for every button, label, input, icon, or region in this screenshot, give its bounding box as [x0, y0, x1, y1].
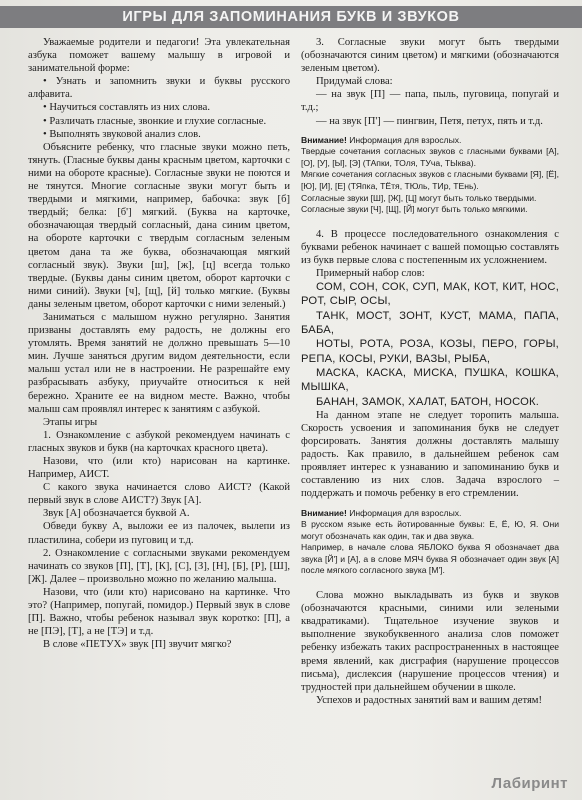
word-row: ТАНК, МОСТ, ЗОНТ, КУСТ, МАМА, ПАПА, БАБА,	[301, 309, 559, 337]
note-line: Согласные звуки [Ч], [Щ], [Й] могут быть только мягкими.	[301, 204, 528, 215]
bullet-item: • Научиться составлять из них слова.	[43, 102, 210, 114]
right-column	[301, 36, 559, 707]
paragraph: Назови, что (или кто) нарисовано на картинке. Что это? (Например, попугай, помидор.) Первый звук в слове [П]. Важно, чтобы ребенок называл звук коротко: [П], а не [ПЭ], [Т], а не [ТЭ] и т.д.	[28, 586, 290, 638]
paragraph: Обведи букву А, выложи ее из палочек, вылепи из пластилина, собери из пуговиц и т.д.	[28, 521, 290, 546]
paragraph: Придумай слова:	[316, 76, 393, 88]
stage-3: 3. Согласные звуки могут быть твердыми (обозначаются синим цветом) и мягкими (обозначаются зеленым цветом).	[301, 37, 559, 75]
left-column	[28, 36, 290, 651]
word-set	[301, 280, 559, 409]
stage-1: 1. Ознакомление с азбукой рекомендуем начинать с гласных звуков и букв (на карточках красного цвета).	[28, 429, 290, 454]
note-heading: Внимание!	[301, 507, 347, 518]
word-set-heading: Примерный набор слов:	[316, 268, 425, 280]
regular-paragraph: Заниматься с малышом нужно регулярно. Занятия призваны доставлять ему радость, не должны его утомлять. Время занятий не должно превышать 5—10 мин. Лучше заняться другим видом деятельности, если малыш устал или не в настроении. Не разрешайте ему разбрасывать азбуку, приучайте относиться к ней бережно. Храните ее на видном месте. Важно, чтобы малыш сам проявлял интерес к занятиям с азбукой.	[28, 311, 290, 415]
paragraph: Слова можно выкладывать из букв и звуков (обозначаются красными, синими или зелеными квадратиками). Тщательное изучение звуков и выполнение звукобуквенного анализа слов поможет ребенку избежать таких распространенных в настоящее время явлений, как дисграфия (нарушение процессов письма), дислексия (нарушение процессов чтения) и трудностей при дальнейшем обучении в школе.	[301, 590, 559, 693]
intro-paragraph: Уважаемые родители и педагоги! Эта увлекательная азбука поможет вашему малышу в игровой и занимательной форме:	[28, 37, 290, 75]
note-heading-rest: Информация для взрослых.	[346, 134, 462, 145]
vowels-paragraph: Объясните ребенку, что гласные звуки можно петь, тянуть. (Гласные буквы даны красным цветом, карточки с ними на обороте красные). Согласные звуки не поются и не тянутся. Многие согласные звуки могут быть и твердыми и мягкими, например, бабочка: звук [б] твердый; белка: [б'] мягкий. (Буква на карточке, обозначающая твердый согласный, дана синим цветом, на обороте карточки с твердым согласным зеленым цветом дана та же буква, обозначающая мягкий согласный звук). Звуки [ш], [ж], [ц] всегда только твердые. (Буквы даны синим цветом, оборот карточки с ними синий). Звуки [ч], [щ], [й] только мягкие. (Буквы даны зеленым цветом, оборот карточки с ними зеленый.)	[28, 141, 290, 310]
closing-wish: Успехов и радостных занятий вам и вашим детям!	[316, 694, 543, 706]
adult-note-2	[301, 508, 559, 578]
bullet-item: • Узнать и запомнить звуки и буквы русского алфавита.	[28, 76, 290, 101]
paragraph: С какого звука начинается слово АИСТ? (Какой первый звук в слове АИСТ?) Звук [А].	[28, 482, 290, 507]
paragraph: — на звук [П] — папа, пыль, пуговица, попугай и т.д.;	[301, 89, 559, 114]
word-row: НОТЫ, РОТА, РОЗА, КОЗЫ, ПЕРО, ГОРЫ, РЕПА, КОСЫ, РУКИ, ВАЗЫ, РЫБА,	[301, 338, 559, 365]
paragraph: — на звук [П'] — пингвин, Петя, петух, пять и т.д.	[316, 115, 543, 127]
paragraph: Звук [А] обозначается буквой А.	[43, 508, 190, 520]
note-heading: Внимание!	[301, 134, 347, 145]
word-row: БАНАН, ЗАМОК, ХАЛАТ, БАТОН, НОСОК.	[316, 395, 540, 408]
watermark-logo: Лабиринт	[491, 775, 568, 792]
bullet-item: • Выполнять звуковой анализ слов.	[43, 128, 201, 140]
adult-note-1	[301, 135, 559, 216]
note-line: Мягкие сочетания согласных звуков с гласными буквами [Я], [Ё], [Ю], [И], [Е] (ТЯпка, ТЁтя, ТЮль, ТИр, ТЕнь).	[301, 169, 559, 192]
stage-4: 4. В процессе последовательного ознакомления с буквами ребенок начинает с вашей помощью составлять из букв первые слова с постепенным их усложнением.	[301, 228, 559, 266]
bullet-item: • Различать гласные, звонкие и глухие согласные.	[43, 115, 267, 127]
note-heading-rest: Информация для взрослых.	[346, 507, 462, 518]
paragraph: Назови, что (или кто) нарисован на картинке. Например, АИСТ.	[28, 456, 290, 481]
note-line: Согласные звуки [Ш], [Ж], [Ц] могут быть только твердыми.	[301, 192, 537, 203]
stage-2: 2. Ознакомление с согласными звуками рекомендуем начинать со звуков [П], [Т], [К], [С], [З], [Н], [Б], [Р], [Ш], [Ж]. Далее – произвольно можно по желанию малыша.	[28, 547, 290, 585]
paragraph: В слове «ПЕТУХ» звук [П] звучит мягко?	[43, 639, 232, 651]
paragraph: На данном этапе не следует торопить малыша. Скорость усвоения и запоминания букв не следует форсировать. Занятия должны доставлять малышу радость. Как правило, в дальнейшем ребенок сам проявляет интерес к узнаванию и запоминанию букв и составлению из них слов. Задача взрослого – поддержать и помочь ребенку в его стремлении.	[301, 409, 559, 500]
word-row: МАСКА, КАСКА, МИСКА, ПУШКА, КОШКА, МЫШКА,	[301, 366, 559, 394]
stages-heading: Этапы игры	[43, 416, 98, 428]
word-row: СОМ, СОН, СОК, СУП, МАК, КОТ, КИТ, НОС, РОТ, СЫР, ОСЫ,	[301, 281, 559, 308]
note-line: В русском языке есть йотированные буквы: Е, Ё, Ю, Я. Они могут обозначать как один, так и два звука.	[301, 519, 559, 541]
note-line: Твердые сочетания согласных звуков с гласными буквами [А], [О], [У], [Ы], [Э] (ТАпки, ТОля, ТУча, ТЫква).	[301, 146, 559, 168]
page-title: ИГРЫ ДЛЯ ЗАПОМИНАНИЯ БУКВ И ЗВУКОВ	[0, 6, 582, 28]
note-line: Например, в начале слова ЯБЛОКО буква Я обозначает два звука [Й'] и [А], а в слове МЯЧ буква Я обозначает один звук [А] после мягкого согласного звука [М'].	[301, 542, 559, 576]
